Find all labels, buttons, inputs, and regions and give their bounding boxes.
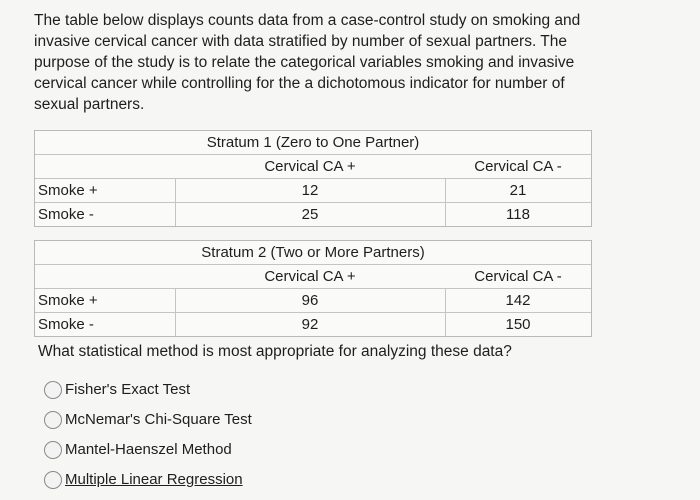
stratum-2-col-neg: Cervical CA - [474, 268, 562, 285]
intro-line: cervical cancer while controlling for the a dichotomous indicator for number of [34, 75, 565, 92]
stratum-1-col-pos: Cervical CA + [264, 158, 356, 175]
table-row [35, 288, 591, 312]
question-intro [34, 10, 594, 115]
option-label: Fisher's Exact Test [65, 381, 191, 398]
stratum-2-title-row [35, 241, 591, 264]
option-label: Mantel-Haenszel Method [65, 441, 232, 458]
option-label: Multiple Linear Regression [65, 471, 243, 488]
intro-line: invasive cervical cancer with data stratified by number of sexual partners. The [34, 33, 567, 50]
question-text: What statistical method is most appropriate for analyzing these data? [38, 343, 512, 360]
stratum-2-title: Stratum 2 (Two or More Partners) [201, 244, 425, 261]
radio-button[interactable] [44, 471, 62, 489]
radio-button[interactable] [44, 411, 62, 429]
cell-pos: 12 [301, 182, 319, 199]
row-label: Smoke - [38, 206, 94, 223]
cell-pos: 96 [301, 292, 319, 309]
stratum-2-table [34, 240, 592, 337]
stratum-1-col-neg: Cervical CA - [474, 158, 562, 175]
stratum-2-header-row [35, 264, 591, 288]
row-label: Smoke + [38, 292, 98, 309]
stratum-1-table [34, 130, 592, 227]
intro-line: sexual partners. [34, 96, 145, 113]
table-row [35, 312, 591, 336]
radio-button[interactable] [44, 381, 62, 399]
cell-pos: 25 [301, 206, 319, 223]
intro-line: purpose of the study is to relate the categorical variables smoking and invasive [34, 54, 575, 71]
stratum-1-header-row [35, 154, 591, 178]
stratum-2-col-pos: Cervical CA + [264, 268, 356, 285]
cell-neg: 142 [505, 292, 531, 309]
stratum-1-title-row [35, 131, 591, 154]
cell-neg: 150 [505, 316, 531, 333]
cell-neg: 118 [506, 206, 530, 223]
row-label: Smoke - [38, 316, 94, 333]
row-label: Smoke + [38, 182, 98, 199]
table-row [35, 178, 591, 202]
cell-pos: 92 [301, 316, 319, 333]
table-row [35, 202, 591, 226]
intro-line: The table below displays counts data from a case-control study on smoking and [34, 12, 581, 29]
cell-neg: 21 [509, 182, 527, 199]
option-label: McNemar's Chi-Square Test [65, 411, 252, 428]
stratum-1-title: Stratum 1 (Zero to One Partner) [206, 134, 420, 151]
radio-button[interactable] [44, 441, 62, 459]
